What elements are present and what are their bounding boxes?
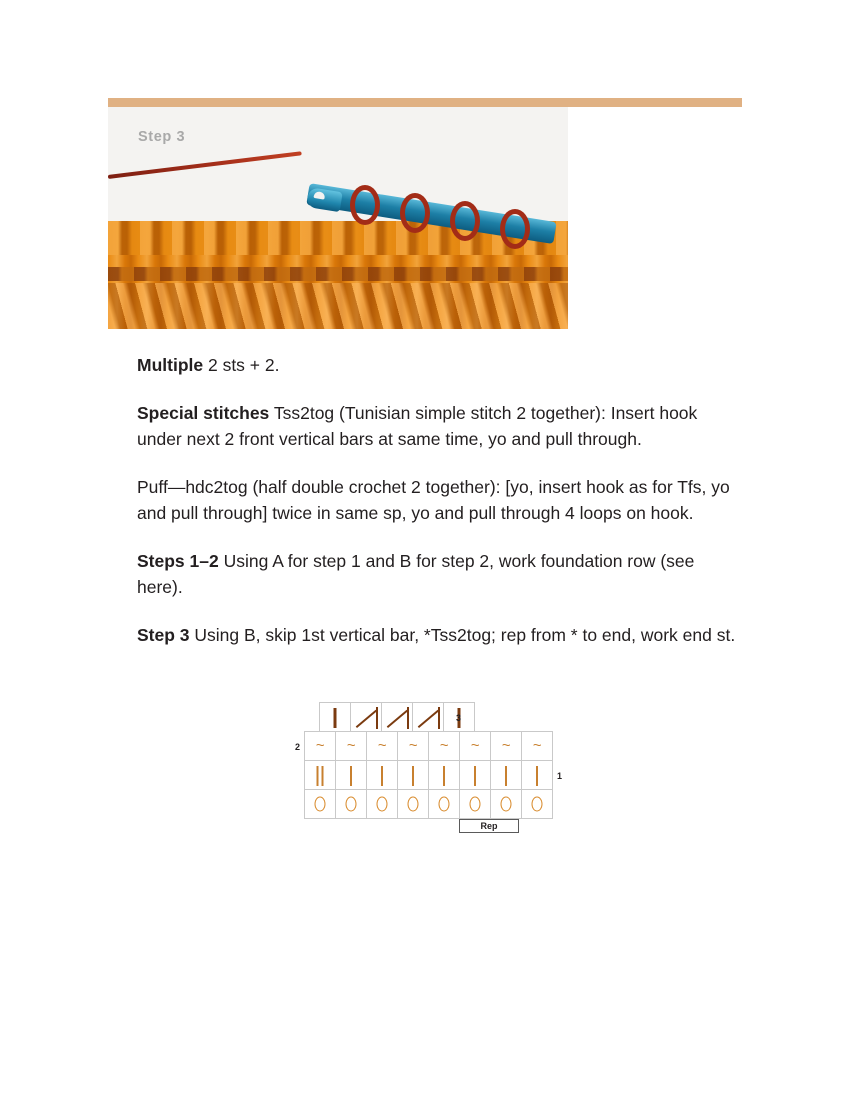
chart-cell	[397, 760, 429, 790]
chart-cell	[521, 789, 553, 819]
paragraph-text: Using B, skip 1st vertical bar, *Tss2tog; rep from * to end, work end st.	[189, 625, 736, 645]
paragraph-steps-1-2	[137, 548, 737, 600]
paragraph-lead: Step 3	[137, 625, 190, 645]
chart-cell	[304, 760, 336, 790]
paragraph-text: Puff—hdc2tog (half double crochet 2 together): [yo, insert hook as for Tfs, yo and pull through] twice in same sp, yo and pull through 4 loops on hook.	[137, 477, 730, 523]
yarn-loop	[350, 185, 380, 225]
yarn-strand	[108, 151, 302, 179]
paragraph-text: 2 sts + 2.	[203, 355, 280, 375]
hook-head	[306, 187, 343, 212]
chart-cell	[319, 702, 351, 732]
chart-cell	[381, 702, 413, 732]
chart-cell	[521, 760, 553, 790]
fabric-lower-row	[108, 283, 568, 329]
chart-row-2	[295, 732, 553, 761]
paragraph-lead: Multiple	[137, 355, 204, 375]
chart-cell	[490, 789, 522, 819]
chart-cell: ~	[366, 731, 398, 761]
chart-cell: ~	[304, 731, 336, 761]
instructions-body	[137, 352, 737, 670]
paragraph-puff	[137, 474, 737, 526]
photo-step-label: Step 3	[138, 129, 186, 145]
top-accent-bar	[108, 98, 742, 107]
crochet-hook	[290, 177, 562, 237]
chart-cell	[459, 760, 491, 790]
chart-cell: ~	[335, 731, 367, 761]
yarn-loop	[400, 193, 430, 233]
chart-row-3	[320, 703, 475, 732]
chart-cell: ~	[428, 731, 460, 761]
chart-cell	[335, 789, 367, 819]
chart-cell: ~	[459, 731, 491, 761]
chart-cell: ~	[397, 731, 429, 761]
chart-cell	[428, 760, 460, 790]
chart-row-1	[305, 761, 563, 790]
stitch-chart	[290, 703, 570, 848]
yarn-loop	[450, 201, 480, 241]
paragraph-lead: Special stitches	[137, 403, 270, 423]
chart-row-foundation	[305, 790, 553, 819]
hook-notch	[313, 191, 325, 200]
chart-cell	[459, 789, 491, 819]
fabric-dark-row	[108, 267, 568, 281]
paragraph-text: Using A for step 1 and B for step 2, work foundation row (see here).	[137, 551, 695, 597]
paragraph-text: Tss2tog (Tunisian simple stitch 2 together): Insert hook under next 2 front vertical bars at same time, yo and pull through.	[137, 403, 698, 449]
chart-cell	[412, 702, 444, 732]
chart-cell	[366, 760, 398, 790]
chart-cell	[304, 789, 336, 819]
paragraph-step-3	[137, 622, 737, 648]
chart-cell	[490, 760, 522, 790]
chart-cell	[397, 789, 429, 819]
chart-cell: ~	[521, 731, 553, 761]
chart-cell: ~	[490, 731, 522, 761]
chart-row-label-1: 1	[557, 771, 563, 781]
chart-cell	[335, 760, 367, 790]
paragraph-multiple	[137, 352, 737, 378]
chart-cell	[350, 702, 382, 732]
yarn-loop	[500, 209, 530, 249]
chart-rep-label: Rep	[459, 819, 519, 833]
chart-row-label-3: 3	[456, 713, 462, 723]
crochet-fabric	[108, 221, 568, 329]
paragraph-lead: Steps 1–2	[137, 551, 219, 571]
chart-cell	[366, 789, 398, 819]
chart-cell	[428, 789, 460, 819]
paragraph-special-stitches	[137, 400, 737, 452]
chart-row-label-2: 2	[295, 742, 301, 752]
step-photo	[108, 107, 568, 329]
